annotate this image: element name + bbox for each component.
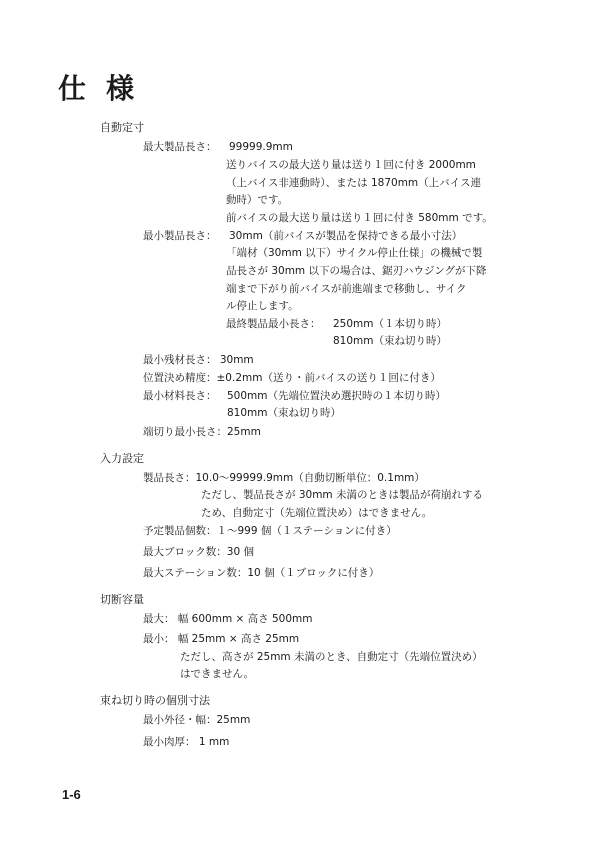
section-heading-bundle-cut: 束ね切り時の個別寸法 [100, 694, 210, 707]
min-material-length-value-1: 500mm（先端位置決め選択時の１本切り時） [227, 390, 446, 402]
min-length-note-2: 品長さが 30mm 以下の場合は、鋸刃ハウジングが下降 [226, 265, 487, 277]
min-material-length-label: 最小材料長さ： [143, 390, 217, 402]
product-length-range: 製品長さ：10.0～99999.9mm（自動切断単位：0.1mm） [143, 472, 425, 484]
cutting-capacity-note-1: ただし、高さが 25mm 未満のとき、自動定寸（先端位置決め） [180, 651, 483, 663]
cutting-capacity-min: 最小： 幅 25mm × 高さ 25mm [143, 633, 300, 645]
min-length-note-4: ル停止します。 [226, 300, 299, 312]
positioning-accuracy: 位置決め精度：±0.2mm（送り・前バイスの送り１回に付き） [143, 372, 441, 384]
section-heading-input-settings: 入力設定 [100, 452, 144, 465]
max-length-note-2: （上バイス非連動時）、または 1870mm（上バイス連 [226, 177, 482, 189]
section-heading-cutting-capacity: 切断容量 [100, 593, 144, 606]
bundle-min-thickness: 最小肉厚： 1 mm [143, 736, 230, 748]
page-title: 仕様 [58, 72, 155, 105]
max-block-count: 最大ブロック数：30 個 [143, 546, 254, 558]
final-min-length-label: 最終製品最小長さ： [226, 318, 321, 330]
cutting-capacity-note-2: はできません。 [180, 668, 255, 680]
min-length-label: 最小製品長さ： [143, 230, 217, 242]
final-min-length-value-2: 810mm（束ね切り時） [333, 335, 447, 347]
min-material-length-value-2: 810mm（束ね切り時） [227, 407, 341, 419]
cutting-capacity-max: 最大： 幅 600mm × 高さ 500mm [143, 613, 313, 625]
page-number: 1-6 [62, 787, 81, 802]
section-heading-auto-length: 自動定寸 [100, 121, 144, 134]
min-remnant-length: 最小残材長さ： 30mm [143, 354, 254, 366]
final-min-length-value-1: 250mm（１本切り時） [333, 318, 447, 330]
max-length-note-4: 前バイスの最大送り量は送り１回に付き 580mm です。 [226, 212, 493, 224]
product-length-note-2: ため、自動定寸（先端位置決め）はできません。 [201, 507, 433, 519]
min-length-note-3: 端まで下がり前バイスが前進端まで移動し、サイク [226, 283, 467, 295]
max-length-label: 最大製品長さ： [143, 141, 217, 153]
max-station-count: 最大ステーション数：10 個（１ブロックに付き） [143, 567, 380, 579]
bundle-min-outer-width: 最小外径・幅：25mm [143, 714, 251, 726]
min-length-note-1: 「端材（30mm 以下）サイクル停止仕様」の機械で製 [226, 247, 483, 259]
planned-product-count: 予定製品個数：１～999 個（１ステーションに付き） [143, 525, 397, 537]
max-length-note-3: 動時）です。 [226, 194, 289, 206]
product-length-note-1: ただし、製品長さが 30mm 未満のときは製品が荷崩れする [201, 489, 483, 501]
max-length-value: 99999.9mm [229, 141, 293, 153]
end-cut-min-length: 端切り最小長さ：25mm [143, 426, 261, 438]
max-length-note-1: 送りバイスの最大送り量は送り１回に付き 2000mm [226, 159, 476, 171]
min-length-value: 30mm（前バイスが製品を保持できる最小寸法） [229, 230, 463, 242]
